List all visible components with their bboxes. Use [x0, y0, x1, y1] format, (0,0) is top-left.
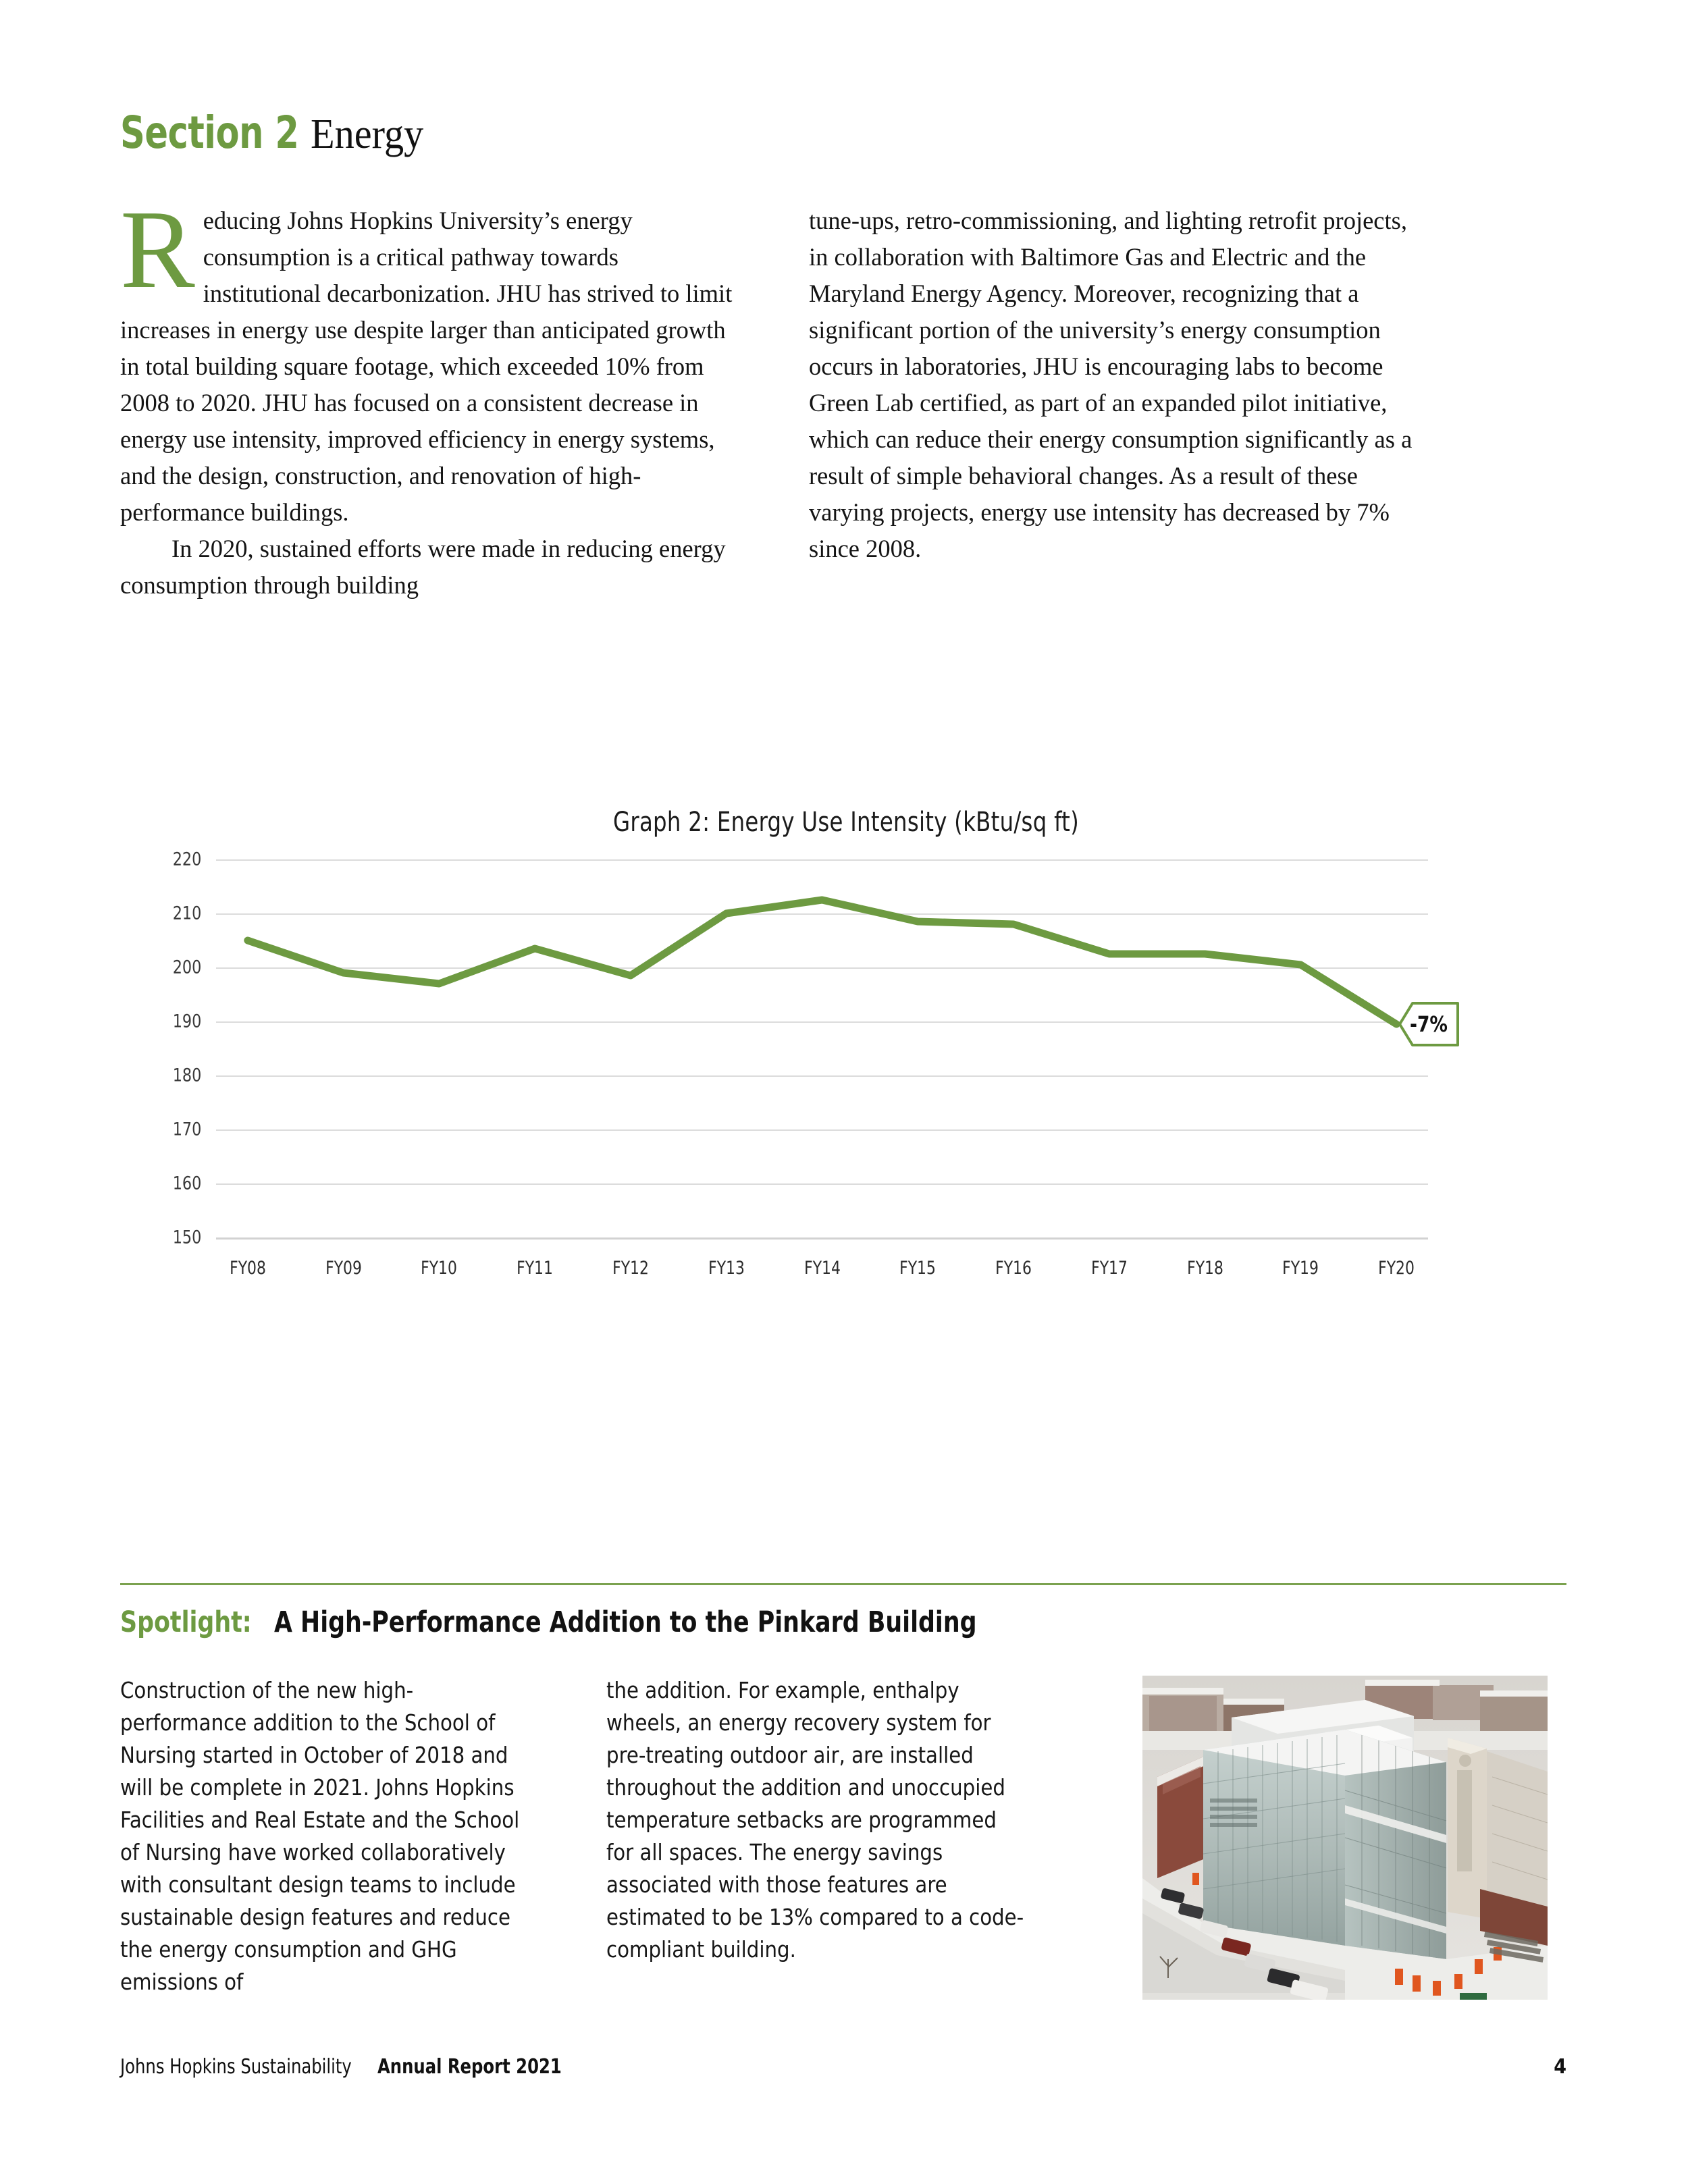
intro-paragraph-1: educing Johns Hopkins University’s energy consumption is a critical pathway towards institutional decarbonization. JHU has strived to limit increases in energy use despite larger than anticipated growth in total building square footage, which exceeded 10% from 2008 to 2020. JHU has focused on a consistent decrease in energy use intensity, improved efficiency in energy systems, and the design, construction, and renovation of high-performance buildings.: [120, 207, 733, 526]
series-polyline: [248, 900, 1396, 1024]
footer-text-regular: Johns Hopkins Sustainability: [120, 2055, 352, 2079]
y-axis-tick-label: 220: [172, 849, 201, 870]
footer-text: [120, 2055, 582, 2079]
y-axis-tick-label: 160: [172, 1173, 201, 1194]
spotlight-column-left: [120, 1674, 539, 1998]
x-axis-tick-label: FY19: [1282, 1258, 1319, 1279]
chart-plot-area: [120, 849, 1572, 1291]
x-axis-tick-label: FY17: [1090, 1258, 1128, 1279]
x-axis-tick-label: FY16: [995, 1258, 1032, 1279]
building-photo-illustration: [1142, 1676, 1548, 2000]
intro-paragraph-2: In 2020, sustained efforts were made in reducing energy consumption through building: [120, 535, 726, 599]
x-axis-tick-label: FY08: [229, 1258, 266, 1279]
x-axis-tick-label: FY18: [1186, 1258, 1223, 1279]
chart-title: Graph 2: Energy Use Intensity (kBtu/sq ft): [612, 807, 1079, 838]
intro-column-left: [120, 187, 741, 604]
spotlight-title: A High-Performance Addition to the Pinkard Building: [274, 1605, 977, 1639]
section-divider: [120, 1583, 1566, 1585]
spotlight-label: Spotlight:: [120, 1605, 252, 1639]
spotlight-photo: [1142, 1676, 1548, 2000]
y-axis-tick-label: 150: [172, 1227, 201, 1248]
chart-y-axis: [120, 849, 201, 1248]
spotlight-body: [120, 1674, 1119, 1998]
spotlight-paragraph-left: Construction of the new high-performance addition to the School of Nursing started in October of 2018 and will be complete in 2021. Johns Hopkins Facilities and Real Estate and the School of Nursing have worked collaboratively with consultant design teams to include sustainable design features and reduce the energy consumption and GHG emissions of: [120, 1678, 520, 1995]
section-number-label: Section 2: [120, 107, 299, 159]
x-axis-tick-label: FY13: [708, 1258, 745, 1279]
energy-use-intensity-chart: [120, 807, 1572, 1347]
x-axis-tick-label: FY15: [899, 1258, 937, 1279]
spotlight-heading: [120, 1605, 1055, 1639]
x-axis-tick-label: FY14: [803, 1258, 841, 1279]
x-axis-tick-label: FY09: [325, 1258, 362, 1279]
y-axis-tick-label: 200: [172, 957, 201, 978]
page-footer: [120, 2055, 1566, 2086]
y-axis-tick-label: 210: [172, 903, 201, 924]
x-axis-tick-label: FY20: [1378, 1258, 1415, 1279]
page-number: 4: [1554, 2055, 1566, 2079]
footer-text-bold: Annual Report 2021: [377, 2055, 562, 2079]
callout-label: -7%: [1410, 1011, 1448, 1037]
intro-column-right: [809, 203, 1430, 567]
spotlight-column-right: [606, 1674, 1025, 1966]
intro-body: [120, 187, 1430, 604]
spotlight-paragraph-right: the addition. For example, enthalpy wheels, an energy recovery system for pre-treating outdoor air, are installed throughout the addition and unoccupied temperature setbacks are programmed for all spaces. The energy savings associated with those features are estimated to be 13% compared to a code-compliant building.: [606, 1678, 1024, 1963]
chart-series-line: [216, 859, 1428, 1237]
chart-x-axis: [216, 1258, 1428, 1291]
chart-callout-minus-7-percent: [1398, 1001, 1460, 1048]
x-axis-tick-label: FY10: [421, 1258, 458, 1279]
y-axis-tick-label: 190: [172, 1011, 201, 1032]
gridline: [216, 1237, 1428, 1240]
x-axis-tick-label: FY12: [612, 1258, 649, 1279]
intro-paragraph-3: tune-ups, retro-commissioning, and lighting retrofit projects, in collaboration with Baltimore Gas and Electric and the Maryland Energy Agency. Moreover, recognizing that a significant portion of the university’s energy consumption occurs in laboratories, JHU is encouraging labs to become Green Lab certified, as part of an expanded pilot initiative, which can reduce their energy consumption significantly as a result of simple behavioral changes. As a result of these varying projects, energy use intensity has decreased by 7% since 2008.: [809, 207, 1413, 562]
x-axis-tick-label: FY11: [517, 1258, 554, 1279]
y-axis-tick-label: 180: [172, 1065, 201, 1086]
drop-cap: R: [120, 187, 195, 311]
section-title: Energy: [310, 111, 423, 157]
y-axis-tick-label: 170: [172, 1119, 201, 1140]
page-title: [120, 107, 430, 159]
